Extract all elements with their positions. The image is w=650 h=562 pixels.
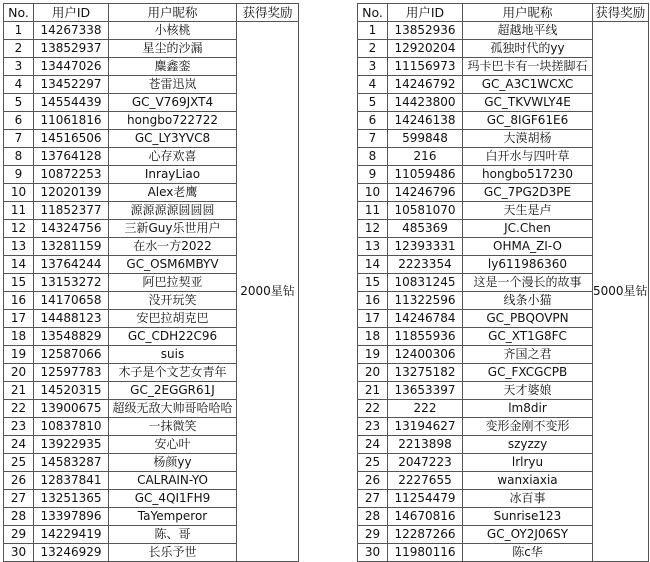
row-number: 2 [358, 40, 388, 58]
nickname-cell: lrlryu [463, 454, 593, 472]
user-id-cell: 485369 [388, 220, 463, 238]
row-number: 5 [358, 94, 388, 112]
nickname-cell: 孤独时代的yy [463, 40, 593, 58]
nickname-cell: hongbo517230 [463, 166, 593, 184]
user-id-cell: 14246138 [388, 112, 463, 130]
nickname-cell: GC_7PG2D3PE [463, 184, 593, 202]
nickname-cell: 玛卡巴卡有一块搓脚石 [463, 58, 593, 76]
user-id-cell: 11980116 [388, 544, 463, 562]
nickname-cell: 天才婆娘 [463, 382, 593, 400]
user-id-cell: 12587066 [34, 346, 109, 364]
user-id-cell: 13397896 [34, 508, 109, 526]
user-id-cell: 11855936 [388, 328, 463, 346]
header-nickname: 用户昵称 [463, 4, 593, 22]
nickname-cell: GC_A3C1WCXC [463, 76, 593, 94]
user-id-cell: 222 [388, 400, 463, 418]
row-number: 9 [4, 166, 34, 184]
right-winners-table [357, 3, 649, 562]
row-number: 3 [4, 58, 34, 76]
nickname-cell: CALRAIN-YO [109, 472, 237, 490]
user-id-cell: 11322596 [388, 292, 463, 310]
user-id-cell: 13281159 [34, 238, 109, 256]
row-number: 17 [4, 310, 34, 328]
user-id-cell: 14516506 [34, 130, 109, 148]
nickname-cell: 三新Guy乐世用户 [109, 220, 237, 238]
row-number: 21 [4, 382, 34, 400]
nickname-cell: suis [109, 346, 237, 364]
nickname-cell: GC_4QI1FH9 [109, 490, 237, 508]
nickname-cell: 陈c华 [463, 544, 593, 562]
row-number: 10 [4, 184, 34, 202]
left-table-body [4, 22, 299, 562]
nickname-cell: 一抹微笑 [109, 418, 237, 436]
user-id-cell: 14267338 [34, 22, 109, 40]
user-id-cell: 10581070 [388, 202, 463, 220]
nickname-cell: 心存欢喜 [109, 148, 237, 166]
row-number: 17 [358, 310, 388, 328]
user-id-cell: 13246929 [34, 544, 109, 562]
nickname-cell: GC_LY3YVC8 [109, 130, 237, 148]
nickname-cell: GC_CDH22C96 [109, 328, 237, 346]
nickname-cell: GC_TKVWLY4E [463, 94, 593, 112]
nickname-cell: 冰百事 [463, 490, 593, 508]
nickname-cell: GC_PBQOVPN [463, 310, 593, 328]
row-number: 12 [358, 220, 388, 238]
row-number: 27 [358, 490, 388, 508]
user-id-cell: 14520315 [34, 382, 109, 400]
row-number: 28 [4, 508, 34, 526]
user-id-cell: 13447026 [34, 58, 109, 76]
row-number: 26 [4, 472, 34, 490]
nickname-cell: 超级无敌大帅哥哈哈哈 [109, 400, 237, 418]
reward-cell: 2000星钻 [237, 22, 299, 562]
user-id-cell: 12920204 [388, 40, 463, 58]
nickname-cell: 阿巴拉契亚 [109, 274, 237, 292]
nickname-cell: Alex老鹰 [109, 184, 237, 202]
row-number: 11 [358, 202, 388, 220]
nickname-cell: lm8dir [463, 400, 593, 418]
nickname-cell: 在水一方2022 [109, 238, 237, 256]
row-number: 5 [4, 94, 34, 112]
row-number: 8 [4, 148, 34, 166]
nickname-cell: 线条小猫 [463, 292, 593, 310]
user-id-cell: 14670816 [388, 508, 463, 526]
user-id-cell: 14488123 [34, 310, 109, 328]
row-number: 20 [4, 364, 34, 382]
row-number: 25 [4, 454, 34, 472]
row-number: 11 [4, 202, 34, 220]
user-id-cell: 13251365 [34, 490, 109, 508]
nickname-cell: 星尘的沙漏 [109, 40, 237, 58]
user-id-cell: 11156973 [388, 58, 463, 76]
nickname-cell: 杨颜yy [109, 454, 237, 472]
header-no: No. [4, 4, 34, 22]
header-reward: 获得奖励 [593, 4, 649, 22]
user-id-cell: 13653397 [388, 382, 463, 400]
user-id-cell: 13548829 [34, 328, 109, 346]
row-number: 4 [358, 76, 388, 94]
row-number: 23 [358, 418, 388, 436]
row-number: 1 [358, 22, 388, 40]
row-number: 29 [358, 526, 388, 544]
nickname-cell: GC_OSM6MBYV [109, 256, 237, 274]
user-id-cell: 2227655 [388, 472, 463, 490]
header-user-id: 用户ID [388, 4, 463, 22]
user-id-cell: 14246792 [388, 76, 463, 94]
row-number: 13 [4, 238, 34, 256]
nickname-cell: GC_FXCGCPB [463, 364, 593, 382]
row-number: 18 [4, 328, 34, 346]
row-number: 4 [4, 76, 34, 94]
header-reward: 获得奖励 [237, 4, 299, 22]
nickname-cell: 齐国之君 [463, 346, 593, 364]
row-number: 16 [358, 292, 388, 310]
row-number: 8 [358, 148, 388, 166]
table-header-row [4, 4, 299, 22]
row-number: 19 [358, 346, 388, 364]
row-number: 21 [358, 382, 388, 400]
user-id-cell: 14583287 [34, 454, 109, 472]
nickname-cell: JC.Chen [463, 220, 593, 238]
user-id-cell: 10837810 [34, 418, 109, 436]
row-number: 18 [358, 328, 388, 346]
nickname-cell: wanxiaxia [463, 472, 593, 490]
right-table-body [358, 22, 649, 562]
row-number: 22 [4, 400, 34, 418]
user-id-cell: 12837841 [34, 472, 109, 490]
header-user-id: 用户ID [34, 4, 109, 22]
row-number: 6 [358, 112, 388, 130]
nickname-cell: GC_OY2J06SY [463, 526, 593, 544]
nickname-cell: 安巴拉胡克巴 [109, 310, 237, 328]
row-number: 25 [358, 454, 388, 472]
user-id-cell: 13194627 [388, 418, 463, 436]
row-number: 10 [358, 184, 388, 202]
row-number: 19 [4, 346, 34, 364]
row-number: 30 [358, 544, 388, 562]
row-number: 7 [358, 130, 388, 148]
user-id-cell: 12597783 [34, 364, 109, 382]
user-id-cell: 11059486 [388, 166, 463, 184]
row-number: 3 [358, 58, 388, 76]
nickname-cell: GC_2EGGR61J [109, 382, 237, 400]
nickname-cell: 小核桃 [109, 22, 237, 40]
user-id-cell: 13852936 [388, 22, 463, 40]
row-number: 1 [4, 22, 34, 40]
user-id-cell: 12400306 [388, 346, 463, 364]
nickname-cell: hongbo722722 [109, 112, 237, 130]
nickname-cell: GC_8IGF61E6 [463, 112, 593, 130]
user-id-cell: 13852937 [34, 40, 109, 58]
user-id-cell: 2223354 [388, 256, 463, 274]
nickname-cell: OHMA_ZI-O [463, 238, 593, 256]
nickname-cell: InrayLiao [109, 166, 237, 184]
row-number: 28 [358, 508, 388, 526]
nickname-cell: 陈、哥 [109, 526, 237, 544]
nickname-cell: 超越地平线 [463, 22, 593, 40]
row-number: 16 [4, 292, 34, 310]
row-number: 20 [358, 364, 388, 382]
nickname-cell: GC_V769JXT4 [109, 94, 237, 112]
nickname-cell: 麋鑫銮 [109, 58, 237, 76]
row-number: 22 [358, 400, 388, 418]
user-id-cell: 14324756 [34, 220, 109, 238]
row-number: 14 [358, 256, 388, 274]
left-winners-table [3, 3, 299, 562]
user-id-cell: 2213898 [388, 436, 463, 454]
row-number: 27 [4, 490, 34, 508]
table-row [358, 22, 649, 40]
user-id-cell: 599848 [388, 130, 463, 148]
nickname-cell: szyzzy [463, 436, 593, 454]
reward-cell: 5000星钻 [593, 22, 649, 562]
table-row [4, 22, 299, 40]
nickname-cell: 大漠胡杨 [463, 130, 593, 148]
user-id-cell: 14246784 [388, 310, 463, 328]
table-header-row [358, 4, 649, 22]
user-id-cell: 12287266 [388, 526, 463, 544]
nickname-cell: 安心叶 [109, 436, 237, 454]
nickname-cell: 长乐予世 [109, 544, 237, 562]
nickname-cell: 天生是卢 [463, 202, 593, 220]
user-id-cell: 12393331 [388, 238, 463, 256]
nickname-cell: Sunrise123 [463, 508, 593, 526]
nickname-cell: 变形金刚不变形 [463, 418, 593, 436]
nickname-cell: 白开水与四叶草 [463, 148, 593, 166]
nickname-cell: ly611986360 [463, 256, 593, 274]
user-id-cell: 10831245 [388, 274, 463, 292]
header-nickname: 用户昵称 [109, 4, 237, 22]
user-id-cell: 14229419 [34, 526, 109, 544]
user-id-cell: 14246796 [388, 184, 463, 202]
user-id-cell: 11061816 [34, 112, 109, 130]
user-id-cell: 13153272 [34, 274, 109, 292]
row-number: 15 [4, 274, 34, 292]
nickname-cell: 苍雷迅岚 [109, 76, 237, 94]
user-id-cell: 13764128 [34, 148, 109, 166]
user-id-cell: 13764244 [34, 256, 109, 274]
row-number: 23 [4, 418, 34, 436]
row-number: 24 [358, 436, 388, 454]
row-number: 26 [358, 472, 388, 490]
nickname-cell: 源源源源圆圆圆 [109, 202, 237, 220]
row-number: 6 [4, 112, 34, 130]
header-no: No. [358, 4, 388, 22]
nickname-cell: 没开玩笑 [109, 292, 237, 310]
nickname-cell: 木子是个文艺女青年 [109, 364, 237, 382]
user-id-cell: 13275182 [388, 364, 463, 382]
row-number: 29 [4, 526, 34, 544]
user-id-cell: 14423800 [388, 94, 463, 112]
row-number: 7 [4, 130, 34, 148]
user-id-cell: 2047223 [388, 454, 463, 472]
user-id-cell: 12020139 [34, 184, 109, 202]
row-number: 9 [358, 166, 388, 184]
user-id-cell: 11852377 [34, 202, 109, 220]
row-number: 24 [4, 436, 34, 454]
row-number: 12 [4, 220, 34, 238]
user-id-cell: 216 [388, 148, 463, 166]
user-id-cell: 10872253 [34, 166, 109, 184]
row-number: 2 [4, 40, 34, 58]
nickname-cell: TaYemperor [109, 508, 237, 526]
nickname-cell: 这是一个漫长的故事 [463, 274, 593, 292]
row-number: 14 [4, 256, 34, 274]
row-number: 15 [358, 274, 388, 292]
user-id-cell: 13922935 [34, 436, 109, 454]
user-id-cell: 13900675 [34, 400, 109, 418]
user-id-cell: 13452297 [34, 76, 109, 94]
user-id-cell: 14170658 [34, 292, 109, 310]
nickname-cell: GC_XT1G8FC [463, 328, 593, 346]
user-id-cell: 14554439 [34, 94, 109, 112]
row-number: 13 [358, 238, 388, 256]
row-number: 30 [4, 544, 34, 562]
user-id-cell: 11254479 [388, 490, 463, 508]
